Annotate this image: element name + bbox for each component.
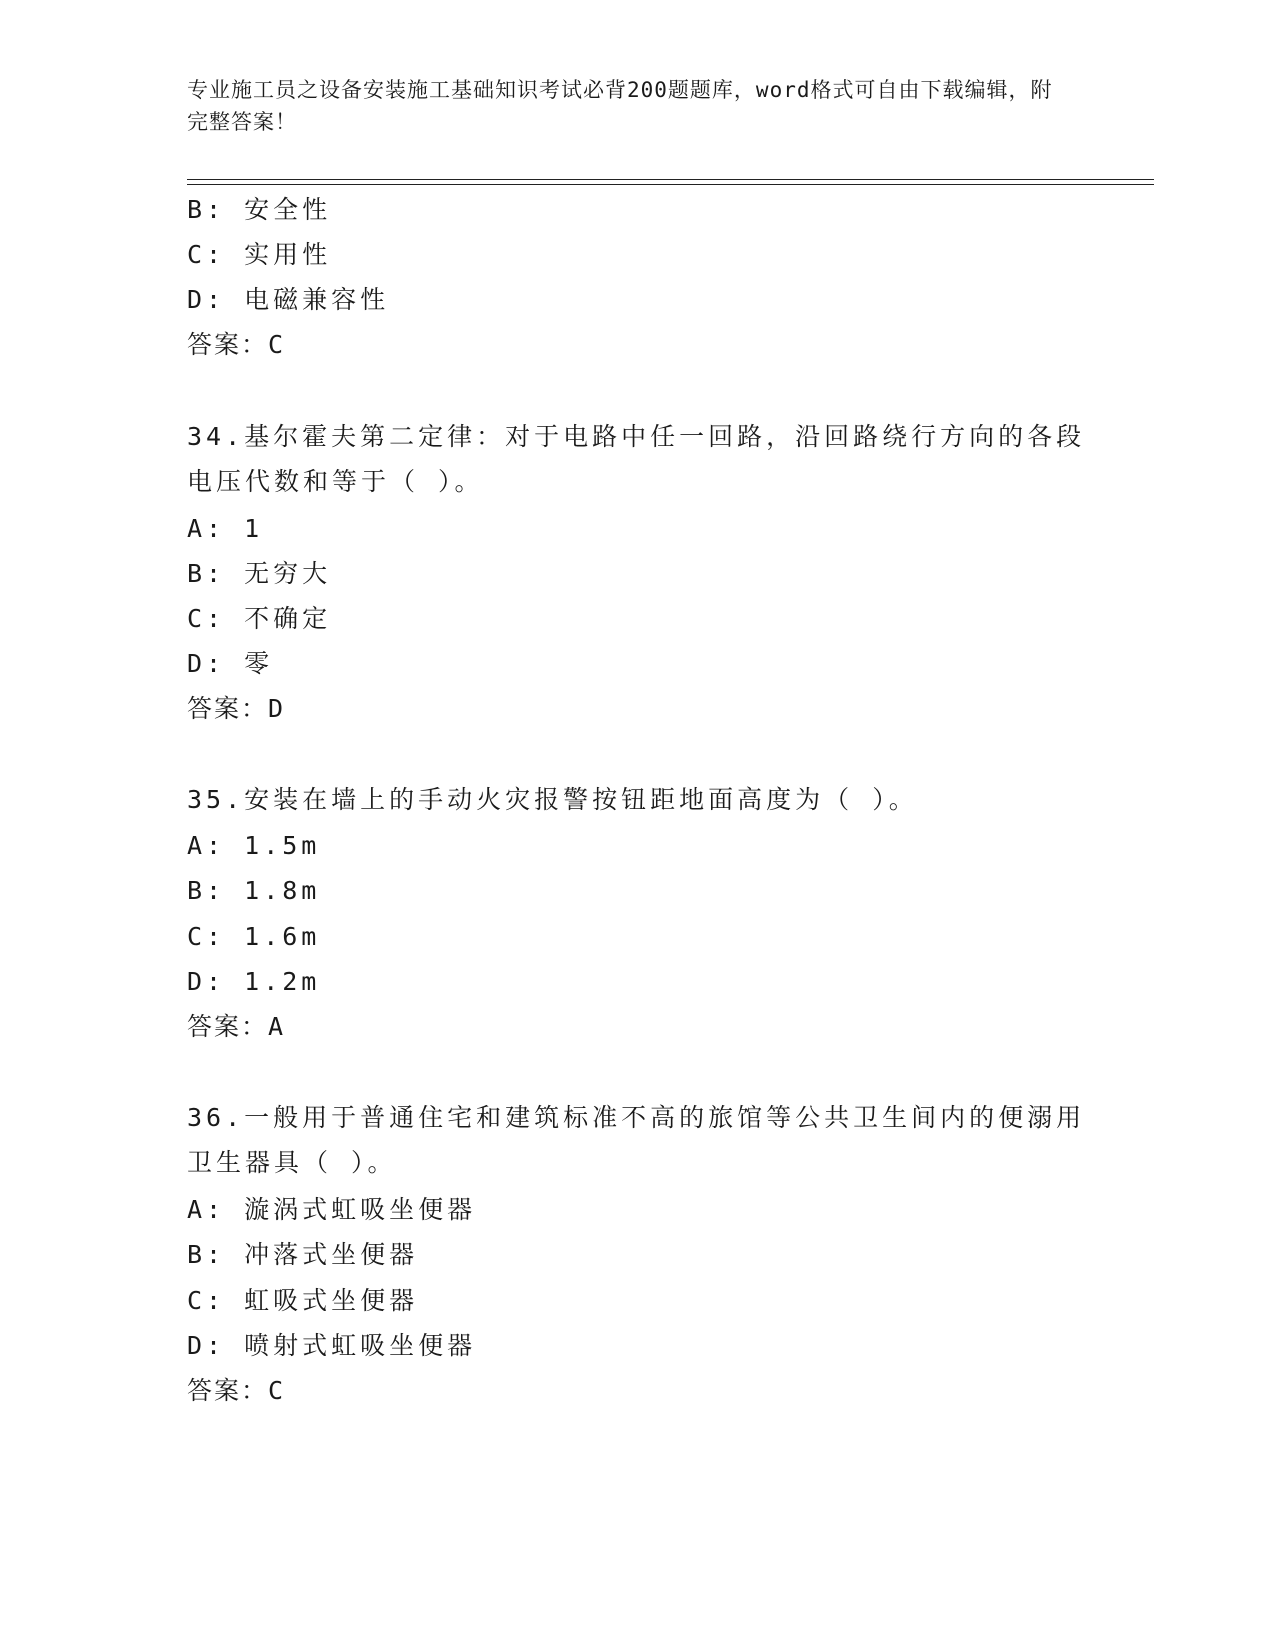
- question-34-option-c: C: 不确定: [187, 604, 332, 633]
- question-34-answer: 答案：D: [187, 694, 286, 723]
- prev-answer: 答案：C: [187, 330, 286, 359]
- question-36-answer: 答案：C: [187, 1376, 286, 1405]
- question-36-option-b: B: 冲落式坐便器: [187, 1240, 419, 1269]
- question-34-option-a: A: 1: [187, 514, 264, 543]
- question-34-option-b: B: 无穷大: [187, 559, 332, 588]
- question-34-text: 34.基尔霍夫第二定律：对于电路中任一回路，沿回路绕行方向的各段电压代数和等于（ ）。: [187, 422, 1086, 496]
- question-35-option-a: A: 1.5m: [187, 831, 321, 860]
- page-header-title: 专业施工员之设备安装施工基础知识考试必背200题题库，word格式可自由下载编辑，附完整答案！: [187, 78, 1053, 134]
- question-35-option-b: B: 1.8m: [187, 876, 321, 905]
- question-35-answer: 答案：A: [187, 1012, 286, 1041]
- question-36-option-a: A: 漩涡式虹吸坐便器: [187, 1195, 477, 1224]
- question-36-option-d: D: 喷射式虹吸坐便器: [187, 1331, 477, 1360]
- question-35-text: 35.安装在墙上的手动火灾报警按钮距地面高度为（ ）。: [187, 785, 918, 814]
- question-36-option-c: C: 虹吸式坐便器: [187, 1286, 419, 1315]
- prev-option-b: B: 安全性: [187, 195, 332, 224]
- question-35-option-d: D: 1.2m: [187, 967, 321, 996]
- prev-option-d: D: 电磁兼容性: [187, 285, 390, 314]
- question-35-option-c: C: 1.6m: [187, 922, 321, 951]
- question-34-option-d: D: 零: [187, 649, 274, 678]
- question-36-text: 36.一般用于普通住宅和建筑标准不高的旅馆等公共卫生间内的便溺用卫生器具（ ）。: [187, 1103, 1086, 1177]
- header-divider-top: [187, 179, 1154, 180]
- header-divider-bottom: [187, 184, 1154, 185]
- prev-option-c: C: 实用性: [187, 240, 332, 269]
